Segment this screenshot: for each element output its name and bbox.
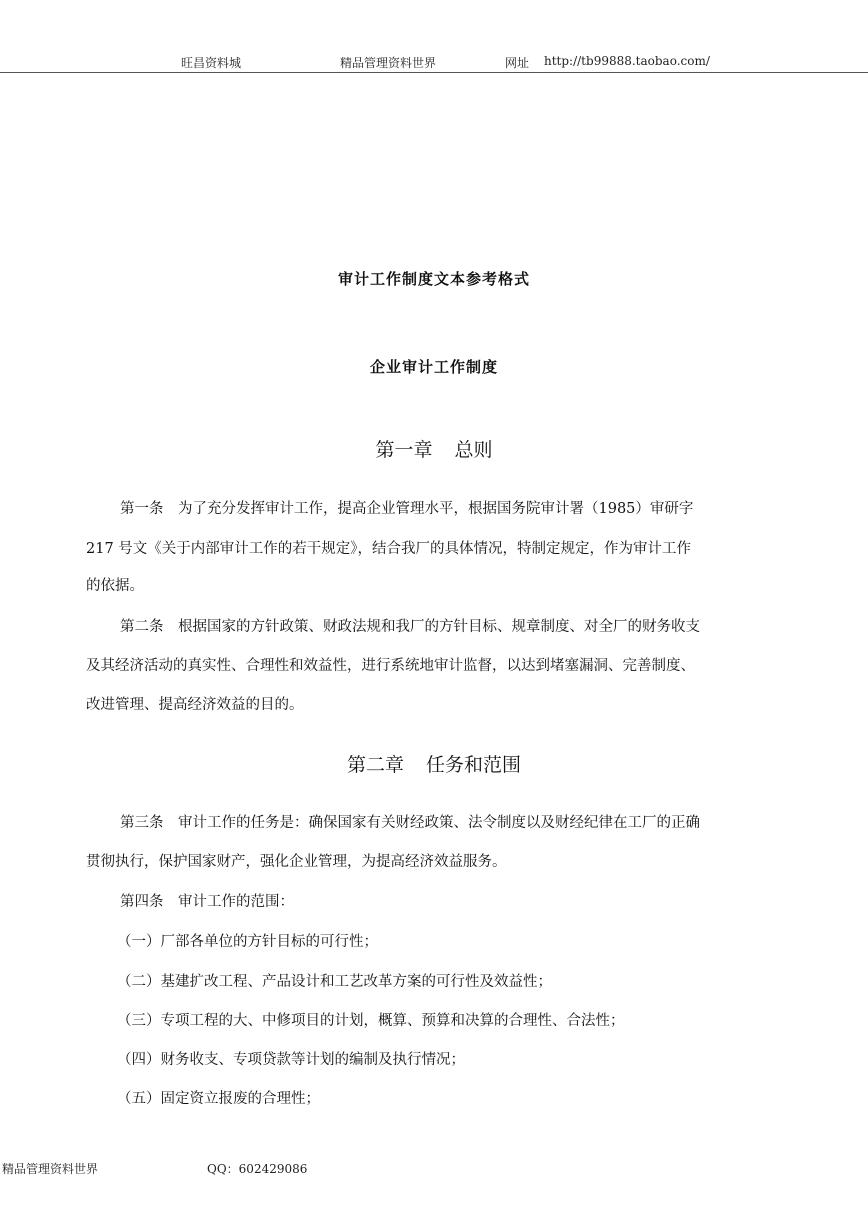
header-url-link[interactable]: http://tb99888.taobao.com/ (544, 54, 710, 68)
chapter-1-heading (0, 435, 868, 462)
document-subtitle: 企业审计工作制度 (369, 358, 498, 376)
scope-item-2: （二）基建扩改工程、产品设计和工艺改革方案的可行性及效益性； (117, 974, 552, 990)
chapter-2-number: 第二章 (346, 754, 404, 776)
chapter-2-name: 任务和范围 (426, 754, 522, 776)
footer-brand: 精品管理资料世界 (2, 1162, 99, 1176)
scope-item-3: （三）专项工程的大、中修项目的计划，概算、预算和决算的合理性、合法性； (117, 1013, 625, 1029)
article-4-heading: 第四条 审计工作的范围： (120, 894, 294, 910)
header-shop-name: 旺昌资料城 (181, 56, 242, 70)
scope-item-1: （一）厂部各单位的方针目标的可行性； (117, 934, 378, 950)
article-1-line-2: 217 号文《关于内部审计工作的若干规定》，结合我厂的具体情况，特制定规定，作为审计工作 (86, 541, 692, 557)
article-1-line-3: 的依据。 (86, 578, 144, 594)
article-2-line-3: 改进管理、提高经济效益的目的。 (86, 697, 304, 713)
header-brand: 精品管理资料世界 (340, 56, 437, 70)
scope-item-4: （四）财务收支、专项贷款等计划的编制及执行情况； (117, 1052, 465, 1068)
page-header (0, 50, 868, 73)
document-title: 审计工作制度文本参考格式 (337, 270, 530, 288)
chapter-1-name: 总则 (454, 439, 493, 461)
chapter-1-number: 第一章 (375, 439, 433, 461)
article-3-line-1: 第三条 审计工作的任务是：确保国家有关财经政策、法令制度以及财经纪律在工厂的正确 (120, 815, 700, 831)
article-2-line-1: 第二条 根据国家的方针政策、财政法规和我厂的方针目标、规章制度、对全厂的财务收支 (120, 619, 700, 635)
chapter-2-heading (0, 750, 868, 777)
footer-qq: QQ：602429086 (207, 1162, 308, 1176)
scope-item-5: （五）固定资立报废的合理性； (117, 1091, 320, 1107)
header-url-label: 网址 (505, 56, 530, 70)
article-2-line-2: 及其经济活动的真实性、合理性和效益性，进行系统地审计监督，以达到堵塞漏洞、完善制度、 (86, 658, 695, 674)
article-1-line-1: 第一条 为了充分发挥审计工作，提高企业管理水平，根据国务院审计署（1985）审研字 (120, 501, 694, 517)
article-3-line-2: 贯彻执行，保护国家财产，强化企业管理，为提高经济效益服务。 (86, 854, 507, 870)
